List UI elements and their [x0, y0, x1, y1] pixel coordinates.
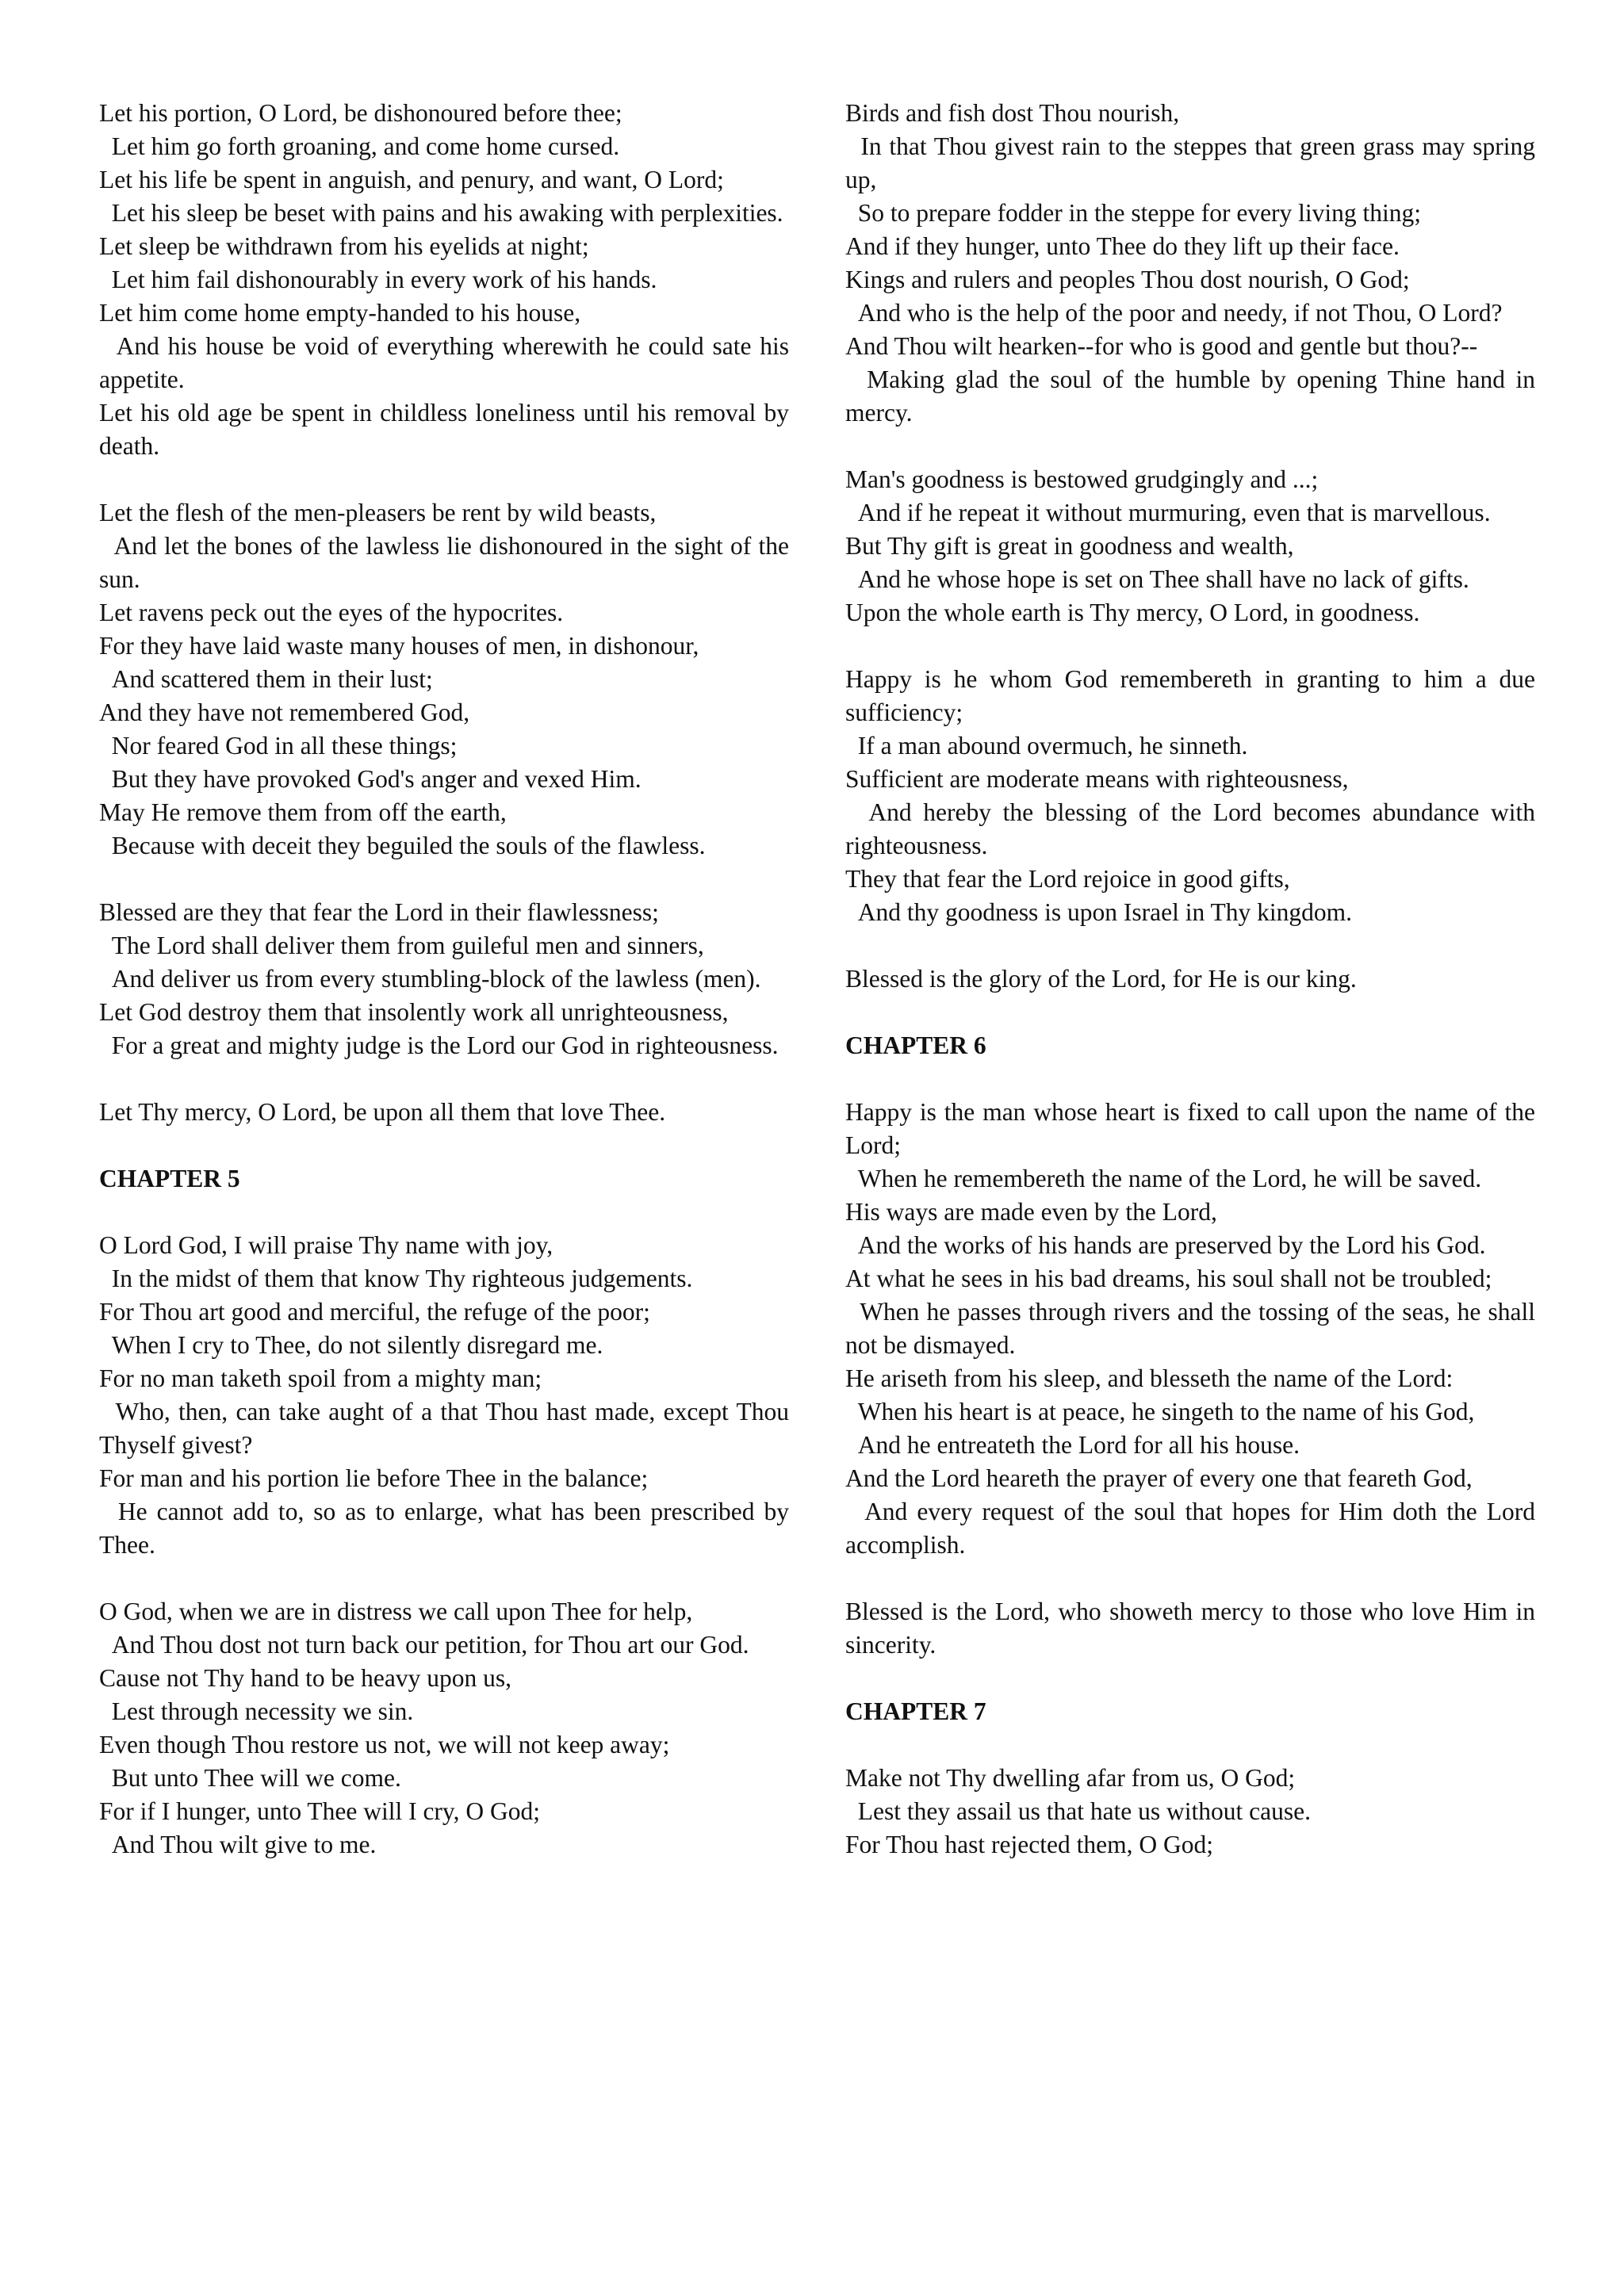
paragraph-gap — [845, 1562, 1535, 1595]
paragraph-gap — [99, 863, 789, 896]
verse-line-indented: And he entreateth the Lord for all his house. — [857, 1431, 1300, 1459]
verse-line-indented: If a man abound overmuch, he sinneth. — [857, 732, 1248, 760]
verse-line: Let his old age be spent in childless loneliness until his removal by death. — [99, 399, 789, 460]
right-text-column — [845, 97, 1535, 1862]
verse-line-indented: Making glad the soul of the humble by opening Thine hand in mercy. — [845, 365, 1536, 427]
verse-line: Blessed is the Lord, who showeth mercy to those who love Him in sincerity. — [845, 1598, 1535, 1659]
verse-line: And the Lord heareth the prayer of every one that feareth God, — [845, 1464, 1473, 1492]
verse-line: At what he sees in his bad dreams, his soul shall not be troubled; — [845, 1265, 1492, 1292]
verse-line-indented: Lest they assail us that hate us without cause. — [857, 1797, 1311, 1825]
verse-line-indented: And Thou wilt give to me. — [111, 1831, 377, 1858]
verse-line: For they have laid waste many houses of men, in dishonour, — [99, 632, 699, 660]
left-text-column — [99, 97, 789, 1862]
verse-line: His ways are made even by the Lord, — [845, 1198, 1217, 1226]
verse-line: For Thou art good and merciful, the refuge of the poor; — [99, 1298, 650, 1326]
chapter-heading: CHAPTER 5 — [99, 1165, 240, 1192]
verse-line-indented: Let him fail dishonourably in every work of his hands. — [111, 266, 657, 293]
verse-line: And they have not remembered God, — [99, 698, 470, 726]
paragraph-gap — [845, 996, 1535, 1029]
verse-line: They that fear the Lord rejoice in good gifts, — [845, 865, 1290, 893]
verse-line-indented: And let the bones of the lawless lie dishonoured in the sight of the sun. — [99, 532, 789, 593]
verse-line-indented: And the works of his hands are preserved by the Lord his God. — [857, 1231, 1486, 1259]
verse-line-indented: Who, then, can take aught of a that Thou hast made, except Thou Thyself givest? — [99, 1398, 790, 1459]
verse-line-indented: So to prepare fodder in the steppe for every living thing; — [857, 199, 1422, 227]
paragraph-gap — [99, 1129, 789, 1162]
verse-line-indented: And Thou dost not turn back our petition, for Thou art our God. — [111, 1631, 749, 1659]
verse-line: Kings and rulers and peoples Thou dost nourish, O God; — [845, 266, 1410, 293]
verse-line-indented: And his house be void of everything wherewith he could sate his appetite. — [99, 332, 790, 393]
paragraph-gap — [845, 929, 1535, 962]
verse-line: Let Thy mercy, O Lord, be upon all them that love Thee. — [99, 1098, 666, 1126]
verse-line: But Thy gift is great in goodness and wealth, — [845, 532, 1294, 560]
verse-line-indented: He cannot add to, so as to enlarge, what has been prescribed by Thee. — [99, 1498, 789, 1559]
verse-line-indented: But they have provoked God's anger and vexed Him. — [111, 765, 642, 793]
verse-line: Let the flesh of the men-pleasers be rent by wild beasts, — [99, 499, 657, 526]
verse-line: Happy is he whom God remembereth in granting to him a due sufficiency; — [845, 665, 1535, 726]
verse-line-indented: Lest through necessity we sin. — [111, 1697, 414, 1725]
verse-line: O God, when we are in distress we call upon Thee for help, — [99, 1598, 693, 1625]
verse-line-indented: When his heart is at peace, he singeth to the name of his God, — [857, 1398, 1475, 1425]
verse-line: And Thou wilt hearken--for who is good and gentle but thou?-- — [845, 332, 1478, 360]
verse-line: For no man taketh spoil from a mighty man; — [99, 1364, 542, 1392]
verse-line: Blessed are they that fear the Lord in their flawlessness; — [99, 898, 659, 926]
chapter-heading: CHAPTER 6 — [845, 1031, 986, 1059]
verse-line: Let ravens peck out the eyes of the hypocrites. — [99, 599, 564, 626]
verse-line: For Thou hast rejected them, O God; — [845, 1831, 1213, 1858]
verse-line-indented: But unto Thee will we come. — [111, 1764, 401, 1792]
verse-line: And if they hunger, unto Thee do they lift up their face. — [845, 232, 1400, 260]
paragraph-gap — [99, 1196, 789, 1229]
verse-line: Cause not Thy hand to be heavy upon us, — [99, 1664, 511, 1692]
verse-line-indented: When I cry to Thee, do not silently disregard me. — [111, 1331, 603, 1359]
paragraph-gap — [99, 1062, 789, 1096]
verse-line-indented: And who is the help of the poor and needy, if not Thou, O Lord? — [857, 299, 1503, 327]
verse-line-indented: Nor feared God in all these things; — [111, 732, 458, 760]
verse-line-indented: And he whose hope is set on Thee shall have no lack of gifts. — [857, 565, 1469, 593]
verse-line-indented: When he passes through rivers and the tossing of the seas, he shall not be dismayed. — [845, 1298, 1535, 1359]
paragraph-gap — [845, 1728, 1535, 1762]
verse-line: Let sleep be withdrawn from his eyelids at night; — [99, 232, 589, 260]
paragraph-gap — [845, 430, 1535, 463]
paragraph-gap — [99, 463, 789, 496]
verse-line: Make not Thy dwelling afar from us, O God; — [845, 1764, 1296, 1792]
verse-line-indented: And thy goodness is upon Israel in Thy kingdom. — [857, 898, 1353, 926]
verse-line-indented: In that Thou givest rain to the steppes that green grass may spring up, — [845, 132, 1535, 193]
verse-line: He ariseth from his sleep, and blesseth the name of the Lord: — [845, 1364, 1454, 1392]
paragraph-gap — [99, 1562, 789, 1595]
verse-line: Man's goodness is bestowed grudgingly and ...; — [845, 465, 1319, 493]
verse-line-indented: Because with deceit they beguiled the souls of the flawless. — [111, 832, 706, 859]
verse-line-indented: Let him go forth groaning, and come home cursed. — [111, 132, 620, 160]
verse-line-indented: And deliver us from every stumbling-block of the lawless (men). — [111, 965, 761, 993]
verse-line-indented: And hereby the blessing of the Lord becomes abundance with righteousness. — [845, 798, 1535, 859]
verse-line-indented: And if he repeat it without murmuring, even that is marvellous. — [857, 499, 1491, 526]
verse-line: Upon the whole earth is Thy mercy, O Lord, in goodness. — [845, 599, 1420, 626]
verse-line: Happy is the man whose heart is fixed to call upon the name of the Lord; — [845, 1098, 1535, 1159]
verse-line-indented: And scattered them in their lust; — [111, 665, 433, 693]
verse-line: Birds and fish dost Thou nourish, — [845, 99, 1180, 127]
paragraph-gap — [845, 629, 1535, 663]
paragraph-gap — [845, 1062, 1535, 1096]
chapter-heading: CHAPTER 7 — [845, 1697, 986, 1725]
verse-line: For if I hunger, unto Thee will I cry, O God; — [99, 1797, 541, 1825]
verse-line: For man and his portion lie before Thee in the balance; — [99, 1464, 649, 1492]
verse-line: Let him come home empty-handed to his house, — [99, 299, 581, 327]
verse-line: Let his portion, O Lord, be dishonoured before thee; — [99, 99, 622, 127]
verse-line-indented: Let his sleep be beset with pains and his awaking with perplexities. — [111, 199, 783, 227]
verse-line: Let his life be spent in anguish, and penury, and want, O Lord; — [99, 166, 724, 193]
verse-line: O Lord God, I will praise Thy name with joy, — [99, 1231, 553, 1259]
verse-line-indented: In the midst of them that know Thy righteous judgements. — [111, 1265, 693, 1292]
verse-line-indented: The Lord shall deliver them from guileful men and sinners, — [111, 932, 704, 959]
verse-line: Let God destroy them that insolently work all unrighteousness, — [99, 998, 729, 1026]
verse-line: Sufficient are moderate means with righteousness, — [845, 765, 1349, 793]
verse-line: Even though Thou restore us not, we will not keep away; — [99, 1731, 670, 1758]
verse-line: May He remove them from off the earth, — [99, 798, 507, 826]
verse-line-indented: When he remembereth the name of the Lord, he will be saved. — [857, 1165, 1482, 1192]
verse-line: Blessed is the glory of the Lord, for He is our king. — [845, 965, 1357, 993]
verse-line-indented: For a great and mighty judge is the Lord our God in righteousness. — [111, 1031, 779, 1059]
paragraph-gap — [845, 1662, 1535, 1695]
verse-line-indented: And every request of the soul that hopes for Him doth the Lord accomplish. — [845, 1498, 1535, 1559]
